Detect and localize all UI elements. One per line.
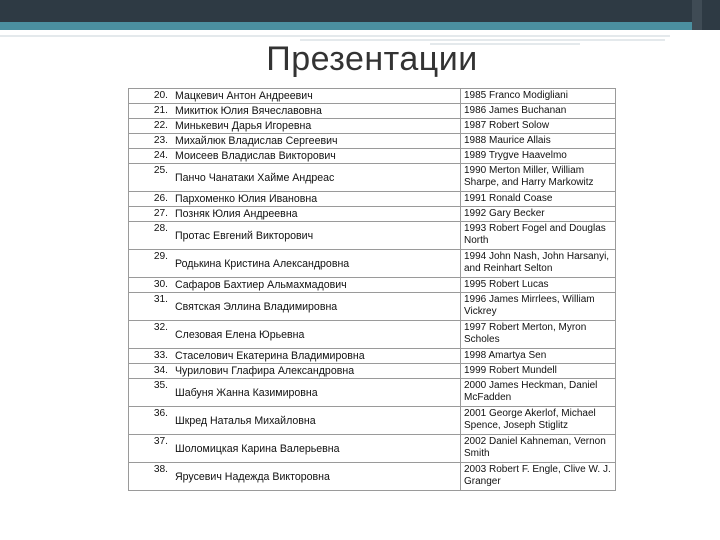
- nobel-laureate: 1989 Trygve Haavelmo: [461, 149, 616, 164]
- student-name: Михайлюк Владислав Сергеевич: [172, 134, 461, 149]
- row-number: 24.: [129, 149, 173, 164]
- table-row: [129, 149, 616, 164]
- row-number: 20.: [129, 89, 173, 104]
- nobel-laureate: 2001 George Akerlof, Michael Spence, Joseph Stiglitz: [461, 407, 616, 435]
- student-name: Святская Эллина Владимировна: [172, 293, 461, 321]
- student-name: Моисеев Владислав Викторович: [172, 149, 461, 164]
- nobel-laureate: 1988 Maurice Allais: [461, 134, 616, 149]
- row-number: 28.: [129, 222, 173, 250]
- row-number: 33.: [129, 349, 173, 364]
- row-number: 34.: [129, 364, 173, 379]
- student-name: Шоломицкая Карина Валерьевна: [172, 435, 461, 463]
- row-number: 30.: [129, 278, 173, 293]
- student-name: Стаселович Екатерина Владимировна: [172, 349, 461, 364]
- row-number: 32.: [129, 321, 173, 349]
- student-name: Чурилович Глафира Александровна: [172, 364, 461, 379]
- row-number: 35.: [129, 379, 173, 407]
- table-row: [129, 364, 616, 379]
- row-number: 26.: [129, 192, 173, 207]
- student-name: Ярусевич Надежда Викторовна: [172, 463, 461, 491]
- table-row: [129, 192, 616, 207]
- nobel-laureate: 1987 Robert Solow: [461, 119, 616, 134]
- nobel-laureate: 1991 Ronald Coase: [461, 192, 616, 207]
- table-row: [129, 463, 616, 491]
- student-name: Слезовая Елена Юрьевна: [172, 321, 461, 349]
- nobel-laureate: 1999 Robert Mundell: [461, 364, 616, 379]
- table-row: [129, 104, 616, 119]
- student-name: Минькевич Дарья Игоревна: [172, 119, 461, 134]
- roster-table: [128, 88, 616, 491]
- student-laureate-table: [128, 88, 611, 491]
- table-row: [129, 250, 616, 278]
- row-number: 21.: [129, 104, 173, 119]
- student-name: Мацкевич Антон Андреевич: [172, 89, 461, 104]
- student-name: Протас Евгений Викторович: [172, 222, 461, 250]
- nobel-laureate: 1992 Gary Becker: [461, 207, 616, 222]
- header-band-teal: [0, 22, 720, 30]
- student-name: Шкред Наталья Михайловна: [172, 407, 461, 435]
- student-name: Родькина Кристина Александровна: [172, 250, 461, 278]
- table-row: [129, 222, 616, 250]
- student-name: Микитюк Юлия Вячеславовна: [172, 104, 461, 119]
- header-corner-stripe: [692, 0, 720, 30]
- nobel-laureate: 2000 James Heckman, Daniel McFadden: [461, 379, 616, 407]
- row-number: 37.: [129, 435, 173, 463]
- table-row: [129, 278, 616, 293]
- slide-title: Презентации: [266, 40, 478, 78]
- nobel-laureate: 1990 Merton Miller, William Sharpe, and Harry Markowitz: [461, 164, 616, 192]
- nobel-laureate: 1985 Franco Modigliani: [461, 89, 616, 104]
- nobel-laureate: 2003 Robert F. Engle, Clive W. J. Granger: [461, 463, 616, 491]
- table-row: [129, 164, 616, 192]
- table-row: [129, 321, 616, 349]
- nobel-laureate: 1996 James Mirrlees, William Vickrey: [461, 293, 616, 321]
- student-name: Позняк Юлия Андреевна: [172, 207, 461, 222]
- nobel-laureate: 1986 James Buchanan: [461, 104, 616, 119]
- row-number: 22.: [129, 119, 173, 134]
- row-number: 25.: [129, 164, 173, 192]
- table-row: [129, 349, 616, 364]
- student-name: Пархоменко Юлия Ивановна: [172, 192, 461, 207]
- nobel-laureate: 1997 Robert Merton, Myron Scholes: [461, 321, 616, 349]
- header-band-dark: [0, 0, 720, 22]
- row-number: 38.: [129, 463, 173, 491]
- student-name: Панчо Чанатаки Хайме Андреас: [172, 164, 461, 192]
- student-name: Шабуня Жанна Казимировна: [172, 379, 461, 407]
- roster-body: [129, 89, 616, 491]
- row-number: 36.: [129, 407, 173, 435]
- row-number: 27.: [129, 207, 173, 222]
- table-row: [129, 89, 616, 104]
- table-row: [129, 207, 616, 222]
- table-row: [129, 407, 616, 435]
- table-row: [129, 379, 616, 407]
- nobel-laureate: 1994 John Nash, John Harsanyi, and Reinhart Selton: [461, 250, 616, 278]
- table-row: [129, 293, 616, 321]
- nobel-laureate: 2002 Daniel Kahneman, Vernon Smith: [461, 435, 616, 463]
- table-row: [129, 134, 616, 149]
- row-number: 23.: [129, 134, 173, 149]
- nobel-laureate: 1998 Amartya Sen: [461, 349, 616, 364]
- row-number: 31.: [129, 293, 173, 321]
- table-row: [129, 119, 616, 134]
- student-name: Сафаров Бахтиер Альмахмадович: [172, 278, 461, 293]
- table-row: [129, 435, 616, 463]
- nobel-laureate: 1993 Robert Fogel and Douglas North: [461, 222, 616, 250]
- nobel-laureate: 1995 Robert Lucas: [461, 278, 616, 293]
- row-number: 29.: [129, 250, 173, 278]
